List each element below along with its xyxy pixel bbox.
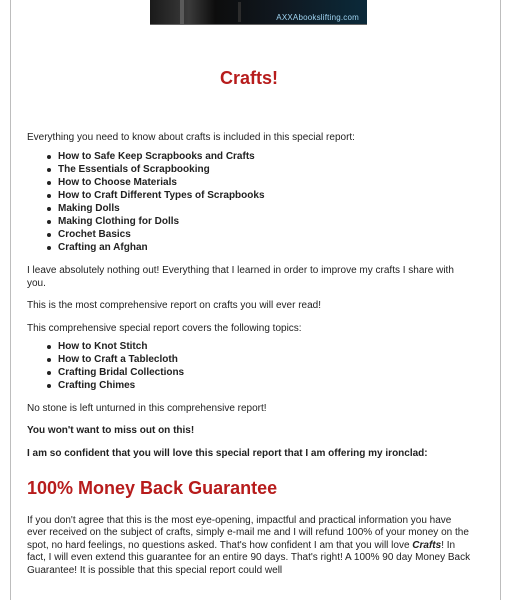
wont-miss-text: You won't want to miss out on this! [27,425,195,436]
guarantee-heading: 100% Money Back Guarantee [27,478,278,498]
list-item: Crafting Chimes [58,380,471,393]
guarantee-text-part1: If you don't agree that this is the most eye-opening, impactful and practical information you have ever received on the subject of crafts, simply e-mail me and I will refund 100% of your money on the spot, no hard feelings, no questions asked. That's how confident I am that you will love [27,514,469,551]
nothing-out-text: I leave absolutely nothing out! Everything that I learned in order to improve my crafts I share with you. [27,265,454,289]
list-item: How to Safe Keep Scrapbooks and Crafts [58,151,471,164]
list-item: Crafting an Afghan [58,242,471,255]
list-item: The Essentials of Scrapbooking [58,164,471,177]
guarantee-text-part2: ! In fact, I will even extend this guarantee for an entire 90 days. That's right! A 100% 90 day Money Back Guarantee! It is possible that this special report could well [27,539,471,576]
list-item: How to Knot Stitch [58,341,471,354]
covers-text: This comprehensive special report covers the following topics: [27,322,302,334]
topics-list-1 [27,151,471,255]
book-edge-highlight [180,0,184,24]
sales-content [27,66,471,577]
intro-text: Everything you need to know about crafts is included in this special report: [27,132,355,143]
topics-list-2 [27,341,471,393]
list-item: Making Dolls [58,203,471,216]
product-box-image [150,0,367,25]
page-title: Crafts! [219,68,278,88]
list-item: How to Craft Different Types of Scrapbooks [58,190,471,203]
guarantee-emphasis: Crafts [412,539,442,551]
book-spine [238,2,241,22]
list-item: Crafting Bridal Collections [58,367,471,380]
list-item: How to Choose Materials [58,177,471,190]
no-stone-text: No stone is left unturned in this comprehensive report! [27,402,267,414]
list-item: Crochet Basics [58,229,471,242]
list-item: How to Craft a Tablecloth [58,354,471,367]
comprehensive-text: This is the most comprehensive report on crafts you will ever read! [27,300,322,311]
list-item: Making Clothing for Dolls [58,216,471,229]
guarantee-text [27,515,471,578]
confident-text: I am so confident that you will love this special report that I am offering my ironclad: [27,447,428,459]
publisher-url: AXXAbookslifting.com [276,13,359,22]
